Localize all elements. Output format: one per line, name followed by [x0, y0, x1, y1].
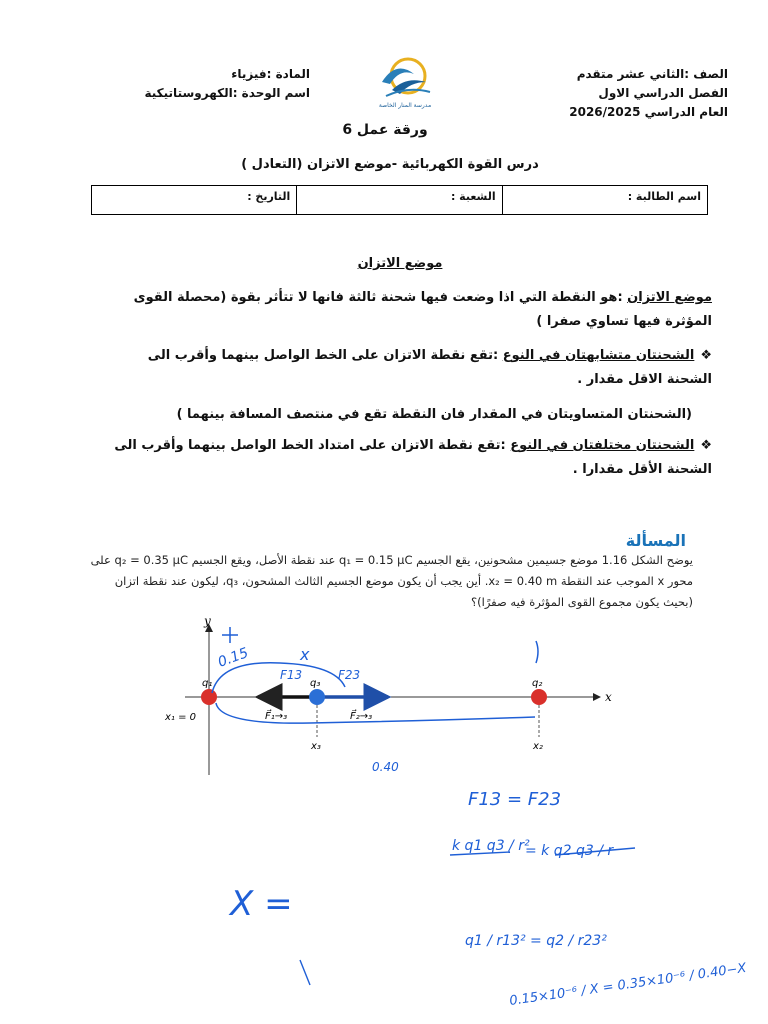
hw-x: x: [300, 645, 310, 664]
hw-eq2-right: = k q2 q3 / r: [525, 843, 614, 859]
section-heading: موضع الاتزان: [357, 256, 443, 271]
definition-paragraph: [110, 286, 712, 334]
definition-term: موضع الاتزان: [627, 290, 712, 305]
bullet-icon: ❖: [700, 438, 712, 453]
hw-eq2-left: k q1 q3 / r²: [452, 838, 530, 854]
bullet-text: :تقع نقطة الاتزان على الخط الواصل بينهما وأقرب الى الشحنة الاقل مقدار .: [147, 348, 712, 387]
bullet-text: :تقع نقطة الاتزان على امتداد الخط الواصل بينهما وأقرب الى الشحنة الأقل مقدارا .: [114, 438, 712, 477]
y-axis-label: y: [204, 615, 211, 628]
x1-label: x₁ = 0: [165, 712, 197, 723]
x3-label: x₃: [311, 741, 321, 752]
problem-text: يوضح الشكل 1.16 موضع جسيمين مشحونين، يقع الجسيم q₁ = 0.15 μC عند نقطة الأصل، ويقع الجسيم q₂ = 0.35 μC على محور x الموجب عند النقطة x₂ = 0.40 m. أين يجب أن يكون موضع الجسيم الثالث المشحون، q₃، ليكون عند نقطة اتزان (بحيث يكون مجموع القوى المؤثرة فيه صفرًا)؟: [90, 553, 693, 609]
hw-eq3: q1 / r13² = q2 / r23²: [465, 933, 607, 949]
definition-text: :هو النقطة التي اذا وضعت فيها شحنة ثالثة فانها لا تتأثر بقوة (محصلة القوى المؤثرة فيها تساوي صفرا ): [133, 290, 712, 329]
bullet-icon: ❖: [700, 348, 712, 363]
logo-text: مدرسة المنار الخاصة: [378, 102, 432, 109]
bullet-opposite-charges: [110, 434, 712, 482]
q1-label: q₁: [202, 678, 213, 689]
f13-label: F⃗₁→₃: [265, 711, 288, 722]
bullet-similar-charges: [110, 344, 712, 392]
equal-charges-note: (الشحنتان المتساويتان في المقدار فان النقطة تقع في منتصف المسافة بينهما ): [176, 407, 692, 422]
bullet-term: الشحنتان متشابهتان في النوع: [502, 348, 695, 363]
section-field[interactable]: الشعبة :: [297, 186, 502, 215]
bullet-term: الشحنتان مختلفتان في النوع: [510, 438, 695, 453]
q2-label: q₂: [532, 678, 543, 689]
hw-eq4: 0.15×10⁻⁶ / X = 0.35×10⁻⁶ / 0.40−X: [508, 960, 748, 1009]
x2-label: x₂: [533, 741, 543, 752]
school-logo: [370, 52, 440, 116]
hw-dist-q1: 0.15: [215, 645, 251, 671]
problem-title: المسألة: [625, 531, 686, 550]
handwritten-solution: [0, 600, 768, 1024]
lesson-title: درس القوة الكهربائية -موضع الاتزان (التعادل ): [241, 157, 539, 172]
unit-line: اسم الوحدة :الكهروستاتيكية: [144, 86, 310, 100]
subject-line: المادة :فيزياء: [231, 67, 310, 81]
x-axis-label: x: [605, 690, 612, 704]
hw-eq1: F13 = F23: [468, 789, 562, 810]
date-field[interactable]: التاريخ :: [92, 186, 297, 215]
hw-f13: F13: [280, 668, 303, 682]
hw-f23: F23: [338, 668, 361, 682]
student-name-field[interactable]: اسم الطالبة :: [502, 186, 707, 215]
student-info-table: [91, 185, 708, 215]
header-right: [508, 65, 728, 122]
q3-label: q₃: [310, 678, 321, 689]
hw-040: 0.40: [372, 760, 399, 774]
f23-label: F⃗₂→₃: [350, 711, 373, 722]
worksheet-title: ورقة عمل 6: [342, 122, 428, 138]
semester-line: الفصل الدراسي الاول: [598, 86, 728, 100]
header-left: [110, 65, 310, 103]
hw-x-eq: X =: [230, 884, 293, 924]
hw-stroke: [300, 960, 310, 985]
year-line: العام الدراسي 2026/2025: [569, 105, 728, 119]
grade-line: الصف :الثاني عشر متقدم: [576, 67, 728, 81]
